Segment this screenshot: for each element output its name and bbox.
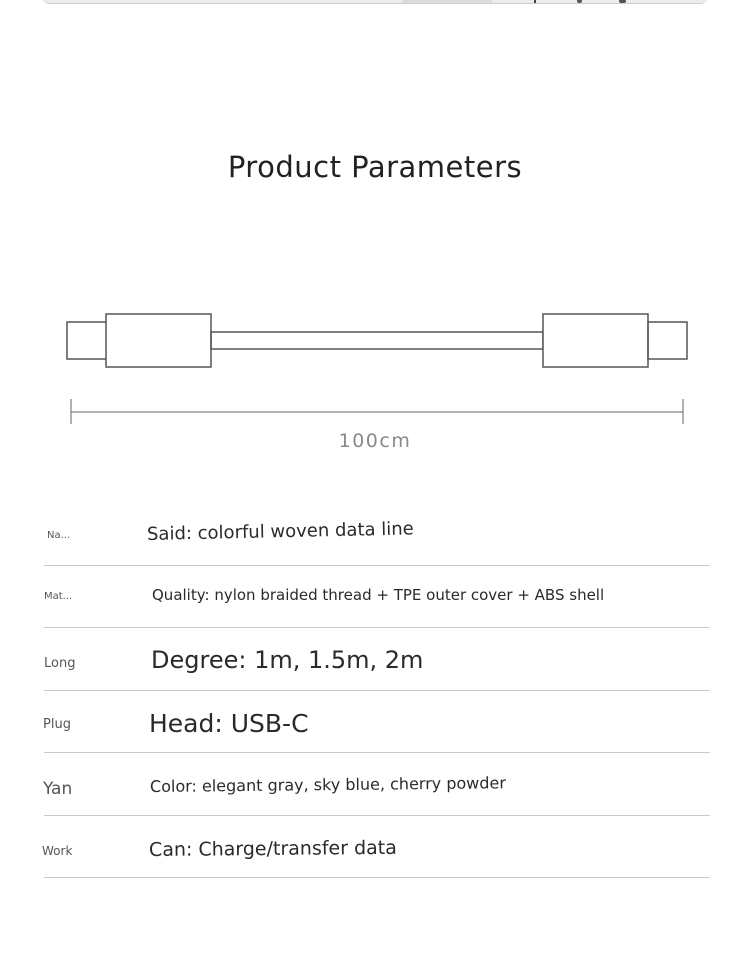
param-row-plug bbox=[44, 691, 710, 753]
param-label: Na... bbox=[47, 530, 71, 541]
param-label: Work bbox=[42, 844, 73, 858]
right-connector-housing bbox=[543, 314, 648, 367]
param-label: Long bbox=[44, 656, 76, 671]
banner-mark bbox=[619, 0, 626, 3]
param-label: Yan bbox=[43, 779, 73, 799]
param-value: Said: colorful woven data line bbox=[146, 518, 414, 545]
cable-body bbox=[211, 332, 543, 349]
param-label: Mat... bbox=[44, 591, 73, 602]
left-connector-tip bbox=[67, 322, 107, 359]
param-row-function bbox=[44, 816, 710, 878]
right-connector-tip bbox=[648, 322, 687, 359]
top-product-image-edge bbox=[42, 0, 708, 4]
parameter-table bbox=[44, 505, 710, 878]
banner-mark bbox=[534, 0, 536, 3]
banner-mark bbox=[577, 0, 582, 3]
param-row-name bbox=[44, 505, 710, 566]
param-value: Can: Charge/transfer data bbox=[148, 836, 397, 861]
param-row-color bbox=[44, 753, 710, 816]
param-row-material bbox=[44, 566, 710, 628]
param-value: Degree: 1m, 1.5m, 2m bbox=[151, 646, 424, 674]
left-connector-housing bbox=[106, 314, 211, 367]
length-label: 100cm bbox=[338, 430, 412, 452]
param-value: Quality: nylon braided thread + TPE outer cover + ABS shell bbox=[152, 586, 605, 604]
param-row-length bbox=[44, 628, 710, 691]
section-title: Product Parameters bbox=[227, 150, 523, 184]
usb-c-cable-icon bbox=[0, 300, 750, 430]
param-value: Color: elegant gray, sky blue, cherry powder bbox=[149, 773, 506, 796]
param-label: Plug bbox=[43, 717, 71, 732]
param-value: Head: USB-C bbox=[149, 709, 309, 738]
banner-shade bbox=[402, 0, 492, 3]
